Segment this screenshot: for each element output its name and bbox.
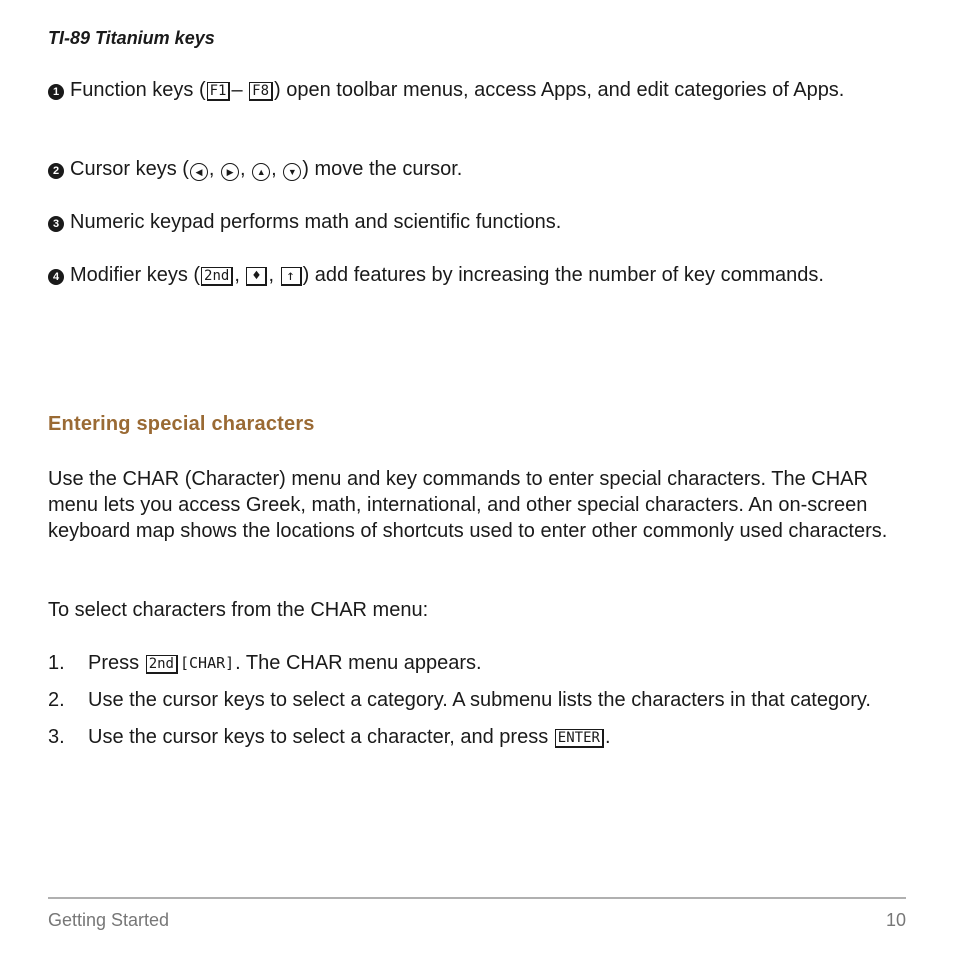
separator: , — [240, 158, 252, 180]
bullet-function-keys — [48, 77, 908, 103]
key-2nd-icon: 2nd — [201, 267, 233, 286]
separator: , — [271, 158, 283, 180]
bullet-modifier-keys — [48, 262, 908, 288]
bullet-text: Cursor keys ( — [70, 158, 189, 180]
list-item — [48, 650, 908, 676]
list-item — [48, 687, 908, 713]
key-char-icon: [CHAR] — [179, 654, 235, 672]
bullet-text: ) open toolbar menus, access Apps, and edit categories of Apps. — [274, 79, 845, 101]
step-text: Use the cursor keys to select a category. A submenu lists the characters in that category. — [88, 689, 871, 711]
bullet-number-icon: 4 — [48, 269, 64, 285]
key-shift-icon: ↑ — [281, 267, 302, 286]
footer-section-name: Getting Started — [48, 910, 170, 930]
footer-divider — [48, 897, 906, 899]
page-number: 10 — [885, 910, 906, 930]
separator: , — [268, 264, 280, 286]
separator: , — [208, 158, 221, 180]
bullet-number-icon: 1 — [48, 84, 64, 100]
separator: , — [234, 264, 246, 286]
step-number: 2. — [48, 689, 65, 711]
steps-list — [48, 650, 908, 761]
running-head: TI-89 Titanium keys — [48, 28, 215, 48]
step-text: Press — [88, 652, 145, 674]
step-text: . — [604, 726, 611, 748]
manual-page — [48, 0, 908, 954]
cursor-left-icon: ◀ — [190, 163, 208, 181]
key-f8-icon: F8 — [249, 82, 273, 101]
section-intro: Use the CHAR (Character) menu and key commands to enter special characters. The CHAR menu lets you access Greek, math, international, and other special characters. An on-screen keyboard map shows the locations of shortcuts used to enter other commonly used characters. — [48, 468, 888, 542]
key-enter-icon: ENTER — [555, 729, 604, 748]
bullet-numeric-keypad — [48, 209, 908, 235]
step-number: 1. — [48, 652, 65, 674]
cursor-down-icon: ▼ — [283, 163, 301, 181]
step-number: 3. — [48, 726, 65, 748]
step-text: Use the cursor keys to select a character, and press — [88, 726, 554, 748]
section-lead: To select characters from the CHAR menu: — [48, 599, 429, 621]
dash: – — [231, 79, 249, 101]
section-title: Entering special characters — [48, 413, 315, 435]
bullet-number-icon: 2 — [48, 163, 64, 179]
bullet-text: Function keys ( — [70, 79, 206, 101]
key-f1-icon: F1 — [207, 82, 231, 101]
bullet-cursor-keys — [48, 156, 908, 182]
bullet-number-icon: 3 — [48, 216, 64, 232]
bullet-text: Numeric keypad performs math and scientific functions. — [70, 211, 562, 233]
cursor-up-icon: ▲ — [252, 163, 270, 181]
bullet-text: ) move the cursor. — [302, 158, 463, 180]
bullet-text: ) add features by increasing the number of key commands. — [302, 264, 824, 286]
list-item — [48, 724, 908, 750]
cursor-right-icon: ▶ — [221, 163, 239, 181]
step-text: . The CHAR menu appears. — [235, 652, 482, 674]
key-diamond-icon: ♦ — [246, 267, 267, 286]
key-2nd-icon: 2nd — [146, 655, 178, 674]
bullet-text: Modifier keys ( — [70, 264, 201, 286]
